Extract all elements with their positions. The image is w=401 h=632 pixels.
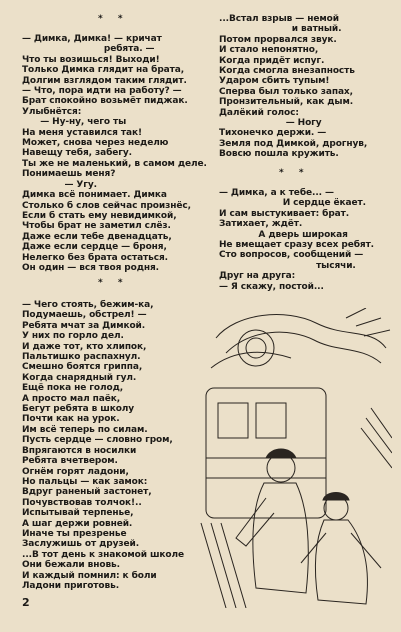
poem-line: — Что, пора идти на работу? — [22,86,182,97]
sketch-illustration-icon [196,308,392,608]
poem-line: И даже тот, кто хлипок, [22,341,147,352]
section-stars: * * [98,14,129,24]
poem-line: Сперва был только запах, [219,86,353,97]
poem-line: Ещё пока не голод, [22,383,124,394]
poem-line: Почувствовав толчок!.. [22,497,142,508]
poem-line: Если б стать ему невидимкой, [22,210,177,221]
poem-line: — Угу. [22,179,97,190]
poem-line: Бегут ребята в школу [22,404,135,415]
poem-line: Вовсю пошла кружить. [219,149,339,160]
poem-line: Ребята мчат за Димкой. [22,320,146,331]
poem-line: Сто вопросов, сообщений — [219,250,364,261]
poem-line: Брат спокойно возьмёт пиджак. [22,96,188,107]
poem-line: На меня уставился так! [22,127,142,138]
poem-line: А просто мал паёк, [22,393,121,404]
poem-line: А шаг держи ровней. [22,518,133,529]
poem-line: — Чего стоять, бежим-ка, [22,300,154,310]
poem-line: Даже если тебе двенадцать, [22,231,172,242]
poem-stanza [219,14,397,160]
poem-line: Даже если сердце — броня, [22,242,167,253]
section-stars: * * [279,168,310,178]
poem-line: — Димка, Димка! — кричат [22,34,162,44]
poem-line: Земля под Димкой, дрогнув, [219,138,368,149]
poem-line: Может, снова через неделю [22,138,169,149]
poem-line: Ударом сбить тупым! [219,76,330,87]
poem-line: Пронзительный, как дым. [219,97,354,108]
poem-line: тысячи. [219,260,356,271]
poem-stanza [22,300,200,591]
poem-line: Смешно боятся гриппа, [22,362,143,373]
poem-line: ...Встал взрыв — немой [219,14,339,24]
poem-line: Когда снарядный гул. [22,372,137,383]
poem-line: Пусть сердце — словно гром, [22,435,173,446]
poem-line: ...В тот день к знакомой школе [22,549,184,560]
poem-line: Навещу тебя, забегу. [22,148,132,159]
section-stars: * * [98,278,129,288]
poem-line: Впрягаются в носилки [22,445,137,456]
poem-line: Испытывай терпенье, [22,508,134,519]
poem-line: Он один — вся твоя родня. [22,262,160,273]
poem-line: ребята. — [22,44,155,55]
poem-line: Иначе ты презренье [22,528,127,539]
poem-line: Далёкий голос: [219,107,299,118]
poem-line: Димка всё понимает. Димка [22,190,167,201]
poem-line: — Димка, а к тебе... — [219,188,334,198]
poem-line: Они бежали вновь. [22,560,120,571]
poem-line: И каждый помнил: к боли [22,570,157,581]
poem-line: Не вмещает сразу всех ребят. [219,240,374,251]
right-column [219,14,397,160]
poem-line: И стало непонятно, [219,45,319,56]
poem-line: — Я скажу, постой... [219,281,324,292]
poem-line: И сам выстукивает: брат. [219,208,350,219]
poem-line: Только Димка глядит на брата, [22,65,185,76]
poem-line: Когда придёт испуг. [219,55,325,66]
poem-line: Ладони приготовь. [22,580,120,591]
poem-line: Столько б слов сейчас произнёс, [22,200,191,211]
poem-line: Понимаешь меня? [22,169,116,180]
poem-line: Но пальцы — как замок: [22,476,148,487]
poem-line: Потом прорвался звук. [219,34,337,45]
poem-stanza [219,188,397,292]
page-number: 2 [22,596,30,609]
poem-stanza [22,34,207,273]
poem-line: Им всё теперь по силам. [22,424,148,435]
poem-line: — Ногу [219,118,322,129]
poem-line: Нелегко без брата остаться. [22,252,168,263]
poem-line: И сердце ёкает. [219,198,366,209]
poem-line: Улыбнётся: [22,106,82,117]
poem-line: Вдруг раненый застонет, [22,487,152,498]
left-column [22,14,207,273]
poem-line: Ребята вчетвером. [22,456,118,467]
poem-line: Когда смогла внезапность [219,66,355,77]
poem-line: Подумаешь, обстрел! — [22,310,147,321]
right-column-lower [219,168,397,292]
poem-line: Заслужишь от друзей. [22,539,140,550]
poem-line: и ватный. [219,24,342,35]
poem-line: Почти как на урок. [22,414,120,425]
poem-line: У них по горло дел. [22,331,124,342]
poem-line: Пальтишко распахнул. [22,352,141,363]
poem-line: Ты же не маленький, в самом деле. [22,158,207,169]
left-column-lower [22,278,200,591]
poem-line: Долгим взглядом таким глядит. [22,75,187,86]
poem-line: Чтобы брат не заметил слёз. [22,221,171,232]
poem-line: Огнём горят ладони, [22,466,129,477]
poem-line: Тихонечко держи. — [219,128,327,139]
poem-line: Затихает, ждёт. [219,219,303,230]
poem-line: Что ты возишься! Выходи! [22,54,160,65]
poem-line: А дверь широкая [219,229,348,240]
poem-line: Друг на друга: [219,271,296,282]
poem-line: — Ну-ну, чего ты [22,117,127,128]
